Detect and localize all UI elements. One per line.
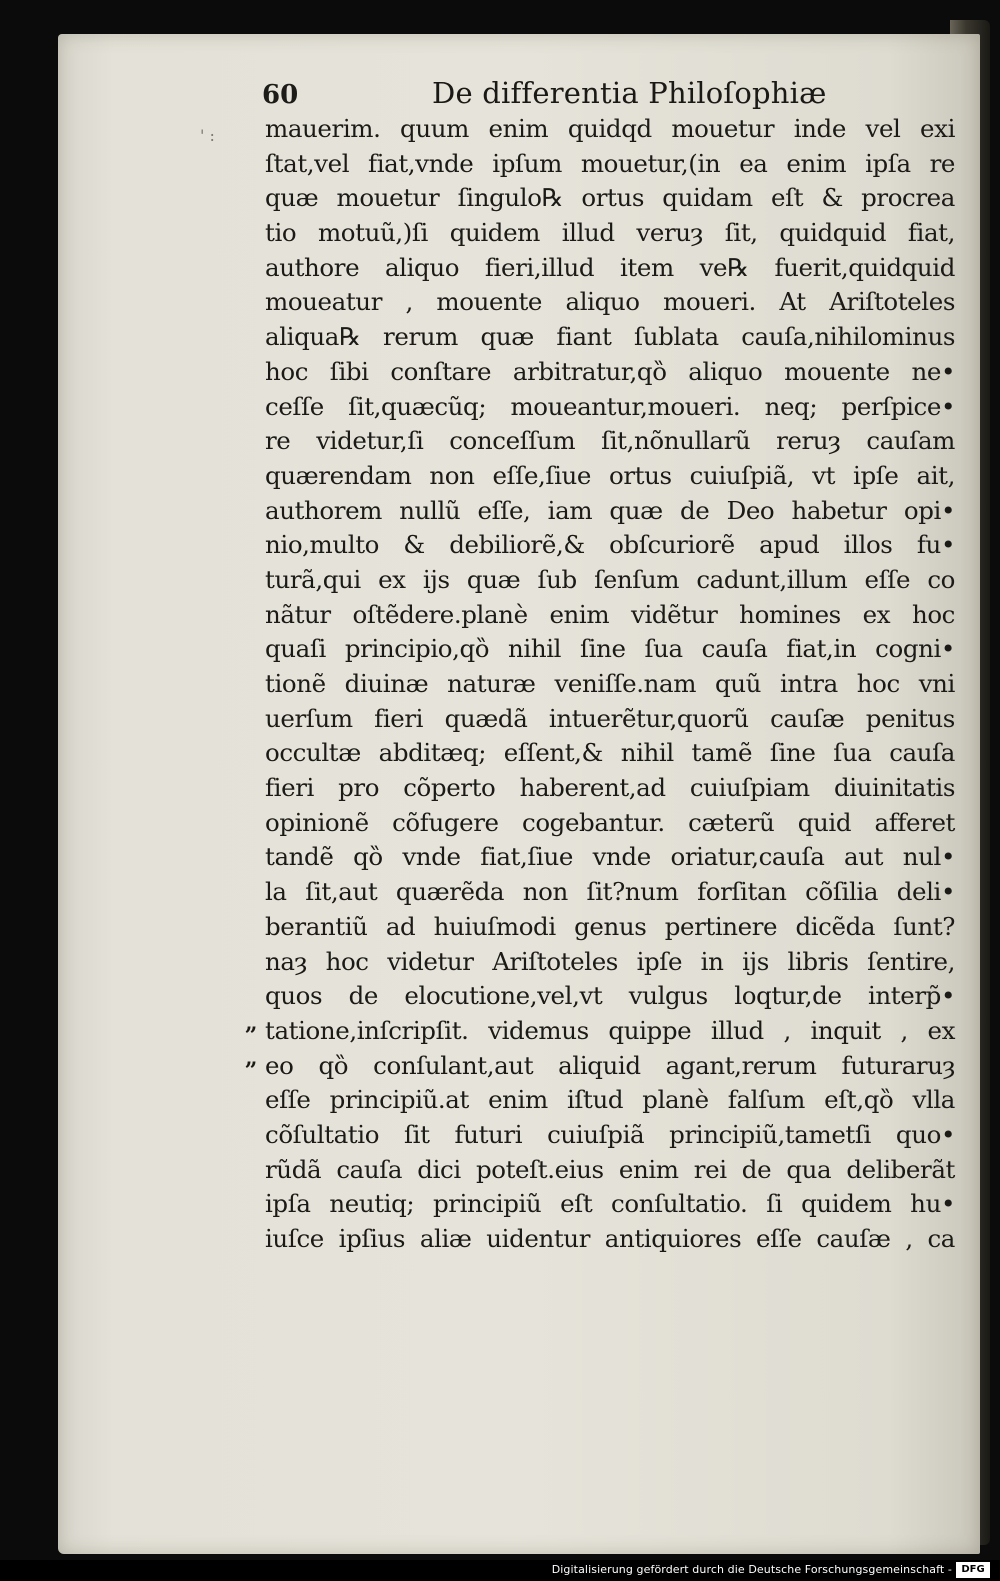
text-line: naȝ hoc videtur Ariſtoteles ipſe in ijs libris ſentire, xyxy=(265,946,955,976)
page-number: 60 xyxy=(262,80,299,110)
text-line: ceſſe ſit,quæcũq; moueantur,moueri. neq; perſpice• xyxy=(265,391,955,421)
text-line: authore aliquo fieri,illud item ve℞ fuerit,quidquid xyxy=(265,252,955,282)
text-line: hoc ſibi conſtare arbitratur,qȍ aliquo mouente ne• xyxy=(265,356,955,386)
body-text xyxy=(265,112,955,1257)
margin-quote-mark: „ xyxy=(245,1010,258,1036)
text-line: re videtur,ſi conceſſum ſit,nõnullarũ reruȝ cauſam xyxy=(265,426,955,456)
text-line: cõſultatio ſit futuri cuiuſpiã principiũ,tametſi quo• xyxy=(265,1119,955,1149)
text-line: fieri pro cõperto haberent,ad cuiuſpiam diuinitatis xyxy=(265,773,955,803)
margin-quote-mark: „ xyxy=(245,1045,258,1071)
text-line: authorem nullũ eſſe, iam quæ de Deo habetur opi• xyxy=(265,495,955,525)
text-line: opinionẽ cõfugere cogebantur. cæterũ quid afferet xyxy=(265,807,955,837)
text-line: ſtat,vel fiat,vnde ipſum mouetur,(in ea enim ipſa re xyxy=(265,148,955,178)
text-line: iuſce ipſius aliæ uidentur antiquiores eſſe cauſæ , ca xyxy=(265,1224,955,1253)
running-head: De differentia Philoſophiæ xyxy=(432,76,827,110)
text-line: moueatur , mouente aliquo moueri. At Ariſtoteles xyxy=(265,287,955,317)
text-line: tandẽ qȍ vnde fiat,ſiue vnde oriatur,cauſa aut nul• xyxy=(265,842,955,872)
text-line: quærendam non eſſe,ſiue ortus cuiuſpiã, vt ipſe ait, xyxy=(265,460,955,490)
text-line: nio,multo & debiliorẽ,& obſcuriorẽ apud illos fu• xyxy=(265,530,955,560)
text-line: quaſi principio,qȍ nihil ſine ſua cauſa fiat,in cogni• xyxy=(265,634,955,664)
margin-mark: ' : xyxy=(200,126,215,145)
text-line: nãtur oſtẽdere.planè enim vidẽtur homines ex hoc xyxy=(265,599,955,629)
text-line: aliqua℞ rerum quæ fiant ſublata cauſa,nihilominus xyxy=(265,322,955,352)
text-line: turã,qui ex ijs quæ ſub ſenſum cadunt,illum eſſe co xyxy=(265,564,955,594)
text-line: occultæ abditæq; eſſent,& nihil tamẽ ſine ſua cauſa xyxy=(265,738,955,768)
text-line: eo qȍ conſulant,aut aliquid agant,rerum futuraruȝ xyxy=(265,1050,955,1080)
text-line: tio motuũ,)ſi quidem illud veruȝ ſit, quidquid fiat, xyxy=(265,218,955,248)
funding-credit: Digitalisierung gefördert durch die Deutsche Forschungsgemeinschaft - xyxy=(551,1563,952,1576)
text-line: quos de elocutione,vel,vt vulgus loqtur,de interp̃• xyxy=(265,981,955,1011)
text-line: tionẽ diuinæ naturæ veniſſe.nam quũ intra hoc vni xyxy=(265,669,955,698)
text-line: la ſit,aut quærẽda non ſit?num forſitan cõſilia deli• xyxy=(265,877,955,907)
text-line: quæ mouetur ſingulo℞ ortus quidam eſt & procrea xyxy=(265,183,955,213)
dfg-logo: DFG xyxy=(956,1562,990,1578)
text-line: mauerim. quum enim quidqd mouetur inde vel exi xyxy=(265,114,955,143)
text-line: uerſum fieri quædã intuerẽtur,quorũ cauſæ penitus xyxy=(265,703,955,733)
text-line: tatione,inſcripſit. videmus quippe illud , inquit , ex xyxy=(265,1015,955,1045)
text-line: rũdã cauſa dici poteſt.eius enim rei de qua deliberãt xyxy=(265,1154,955,1184)
text-line: ipſa neutiq; principiũ eſt conſultatio. ſi quidem hu• xyxy=(265,1189,955,1219)
text-line: berantiũ ad huiuſmodi genus pertinere dicẽda ſunt? xyxy=(265,911,955,941)
text-line: eſſe principiũ.at enim iſtud planè falſum eſt,qȍ vlla xyxy=(265,1085,955,1115)
footer-bar xyxy=(0,1560,1000,1581)
